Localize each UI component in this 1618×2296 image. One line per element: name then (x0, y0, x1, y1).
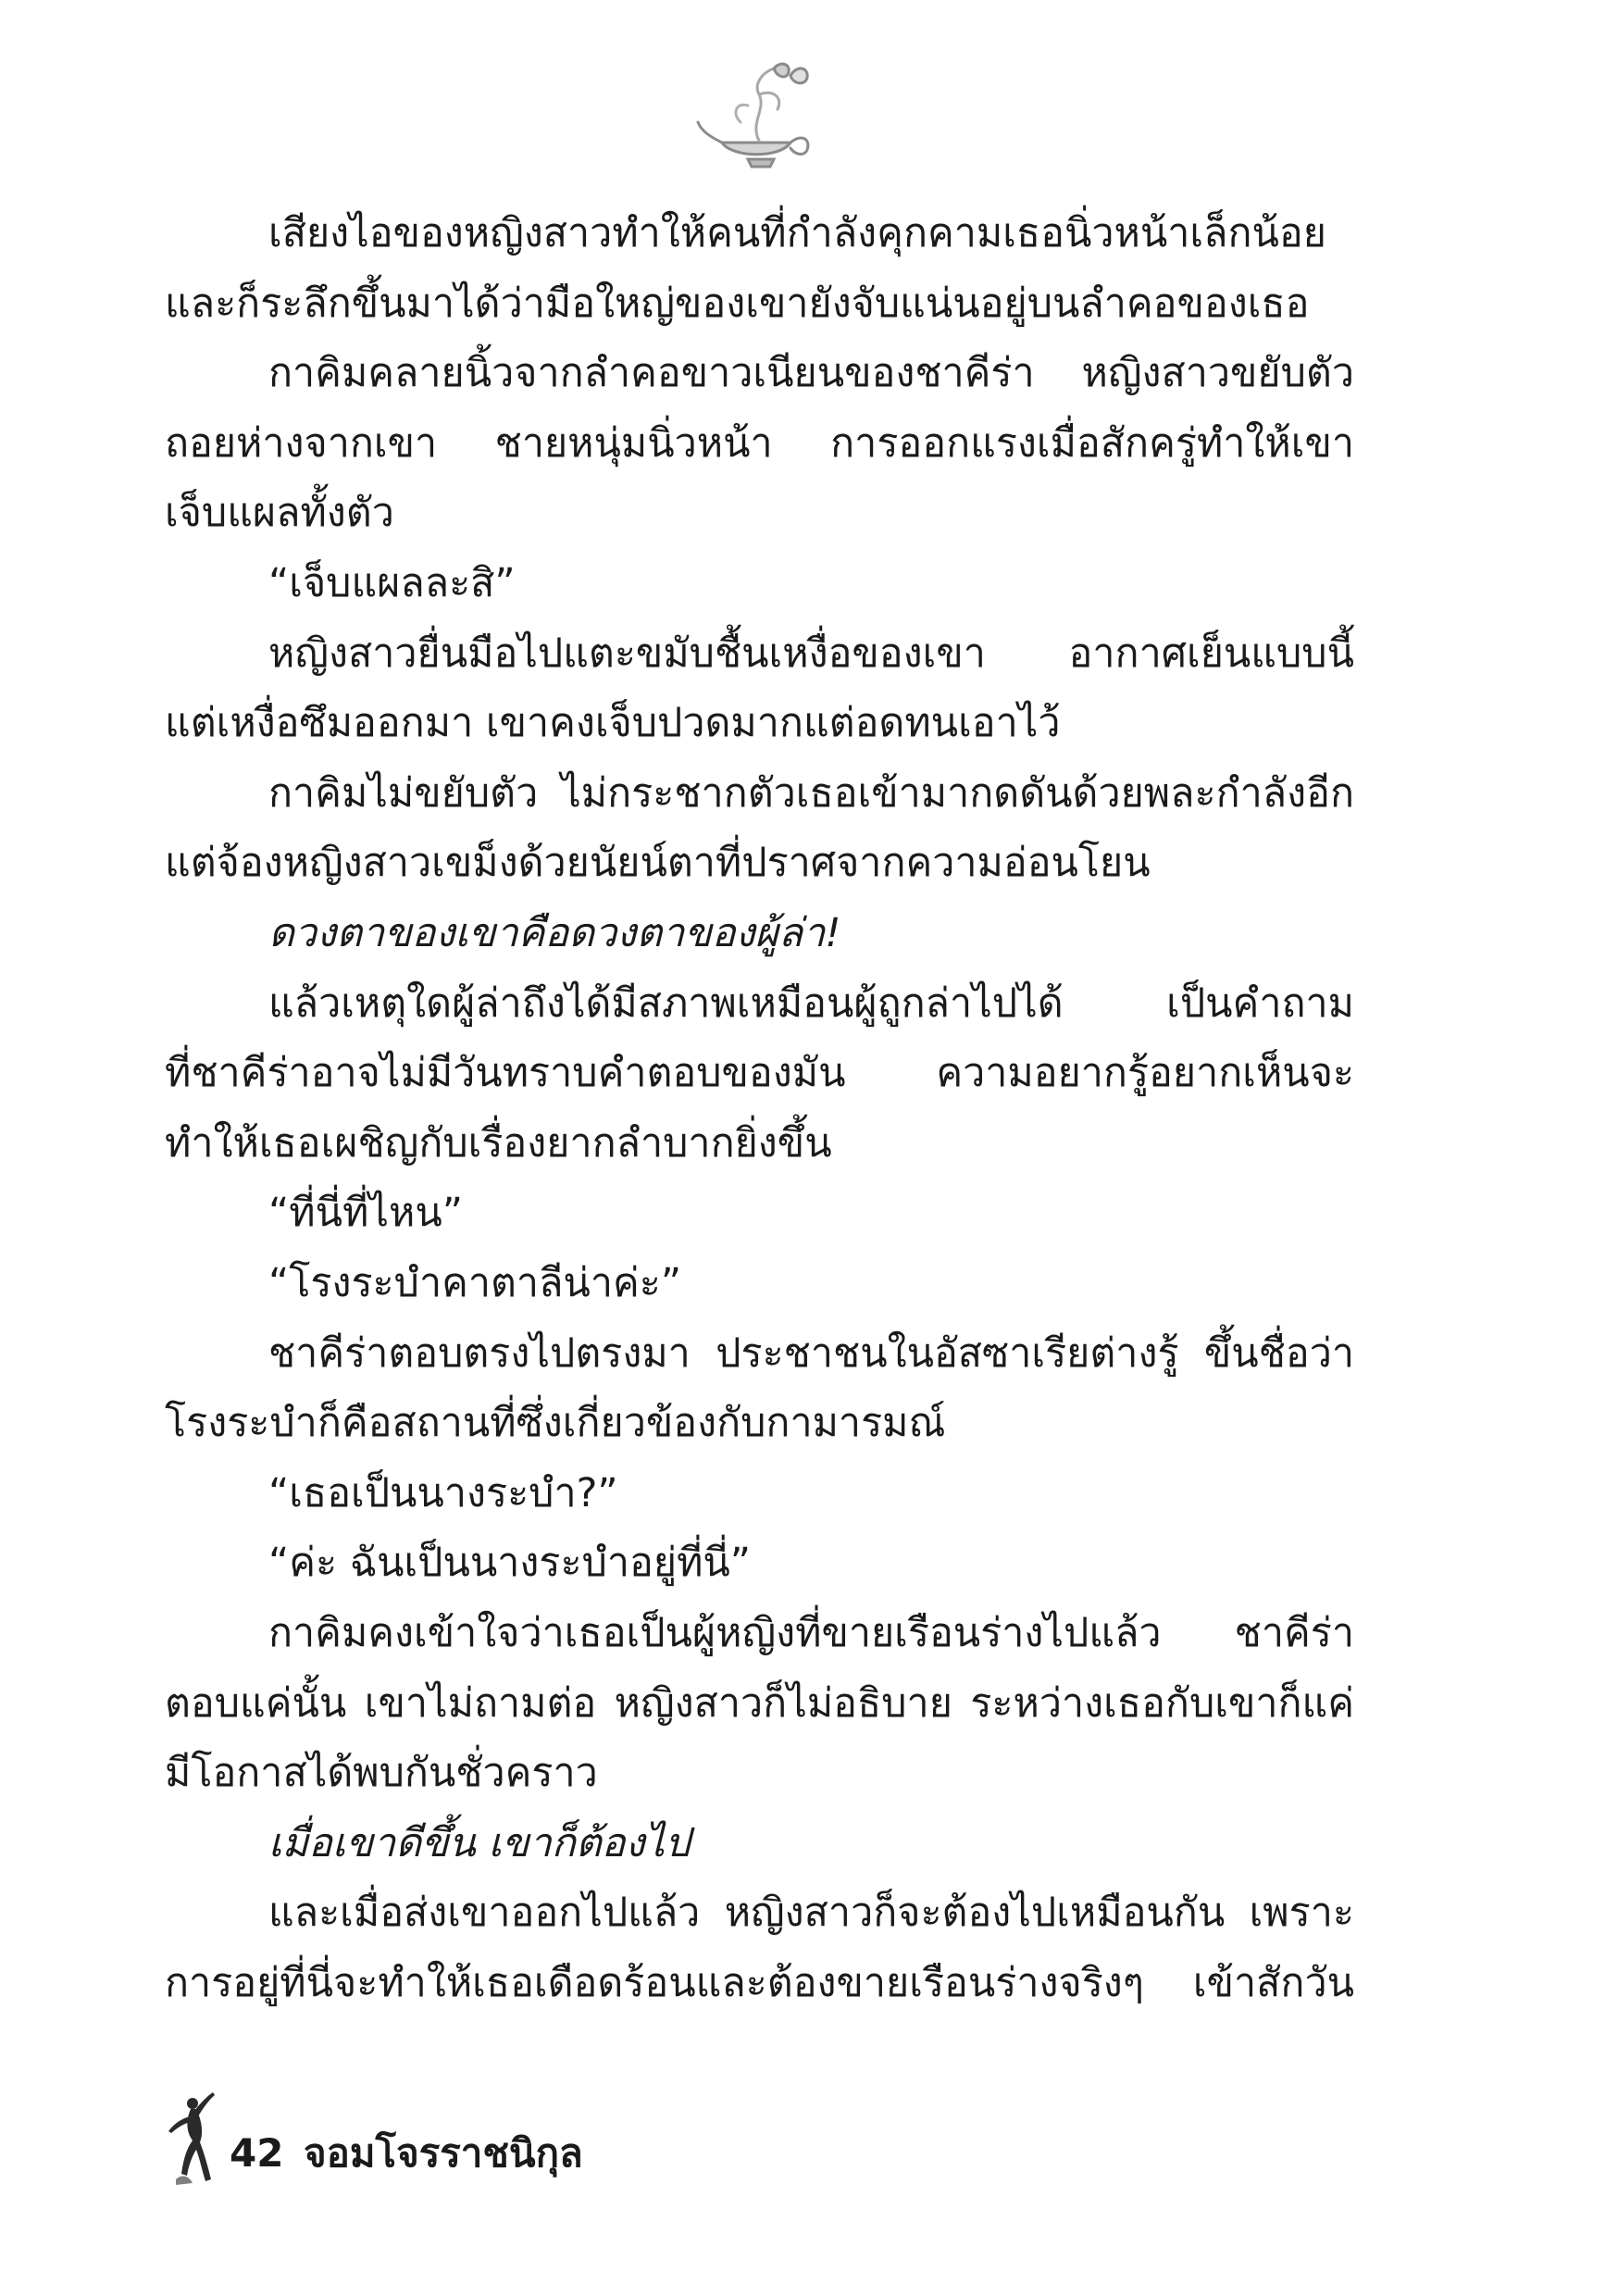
text-line: กาคิมคงเข้าใจว่าเธอเป็นผู้หญิงที่ขายเรือนร่างไปแล้ว ชาคีร่า (268, 1610, 1354, 1656)
text-line: “เธอเป็นนางระบำ?” (268, 1469, 618, 1516)
book-title: จอมโจรราชนิกุล (304, 2130, 583, 2176)
text-line: แต่จ้องหญิงสาวเขม็งด้วยนัยน์ตาที่ปราศจากความอ่อนโยน (165, 840, 1151, 887)
text-line: การอยู่ที่นี่จะทำให้เธอเดือดร้อนและต้องขายเรือนร่างจริงๆ เข้าสักวัน (165, 1960, 1354, 2006)
text-line: แล้วเหตุใดผู้ล่าถึงได้มีสภาพเหมือนผู้ถูกล่าไปได้ เป็นคำถาม (268, 980, 1354, 1027)
text-line: เจ็บแผลทั้งตัว (165, 490, 394, 537)
genie-lamp-icon (694, 57, 824, 173)
text-line: และเมื่อส่งเขาออกไปแล้ว หญิงสาวก็จะต้องไปเหมือนกัน เพราะ (268, 1890, 1354, 1937)
text-line: เสียงไอของหญิงสาวทำให้คนที่กำลังคุกคามเธอนิ่วหน้าเล็กน้อย (268, 210, 1326, 256)
text-line: ถอยห่างจากเขา ชายหนุ่มนิ่วหน้า การออกแรงเมื่อสักครู่ทำให้เขา (165, 419, 1354, 467)
page-number: 42 (230, 2130, 284, 2176)
text-line: โรงระบำก็คือสถานที่ซึ่งเกี่ยวข้องกับกามารมณ์ (165, 1400, 946, 1447)
text-line: มีโอกาสได้พบกันชั่วคราว (165, 1750, 598, 1797)
text-line: “เจ็บแผลละสิ” (268, 560, 516, 606)
text-line: ตอบแค่นั้น เขาไม่ถามต่อ หญิงสาวก็ไม่อธิบาย ระหว่างเธอกับเขาก็แค่ (165, 1679, 1354, 1727)
text-line: เมื่อเขาดีขึ้น เขาก็ต้องไป (268, 1819, 691, 1866)
text-line: กาคิมไม่ขยับตัว ไม่กระชากตัวเธอเข้ามากดดันด้วยพละกำลังอีก (268, 769, 1354, 817)
page-footer (165, 2090, 813, 2192)
text-line: ชาคีร่าตอบตรงไปตรงมา ประชาชนในอัสซาเรียต่างรู้ ขึ้นชื่อว่า (268, 1329, 1354, 1377)
text-line: “ค่ะ ฉันเป็นนางระบำอยู่ที่นี่” (268, 1540, 752, 1587)
text-line: แต่เหงื่อซึมออกมา เขาคงเจ็บปวดมากแต่อดทนเอาไว้ (165, 700, 1061, 747)
text-line: กาคิมคลายนิ้วจากลำคอขาวเนียนของชาคีร่า หญิงสาวขยับตัว (268, 350, 1354, 397)
text-line: หญิงสาวยื่นมือไปแตะขมับชื้นเหงื่อของเขา อากาศเย็นแบบนี้ (268, 630, 1354, 677)
text-line: “โรงระบำคาตาลีน่าค่ะ” (268, 1260, 682, 1306)
dancer-silhouette-icon (165, 2090, 222, 2188)
text-line: ที่ชาคีร่าอาจไม่มีวันทราบคำตอบของมัน ความอยากรู้อยากเห็นจะ (165, 1050, 1354, 1097)
text-line: ทำให้เธอเผชิญกับเรื่องยากลำบากยิ่งขึ้น (165, 1119, 832, 1167)
text-line: “ที่นี่ที่ไหน” (268, 1190, 464, 1237)
text-line: ดวงตาของเขาคือดวงตาของผู้ล่า! (268, 910, 841, 956)
text-line: และก็ระลึกขึ้นมาได้ว่ามือใหญ่ของเขายังจับแน่นอยู่บนลำคอของเธอ (165, 280, 1310, 327)
